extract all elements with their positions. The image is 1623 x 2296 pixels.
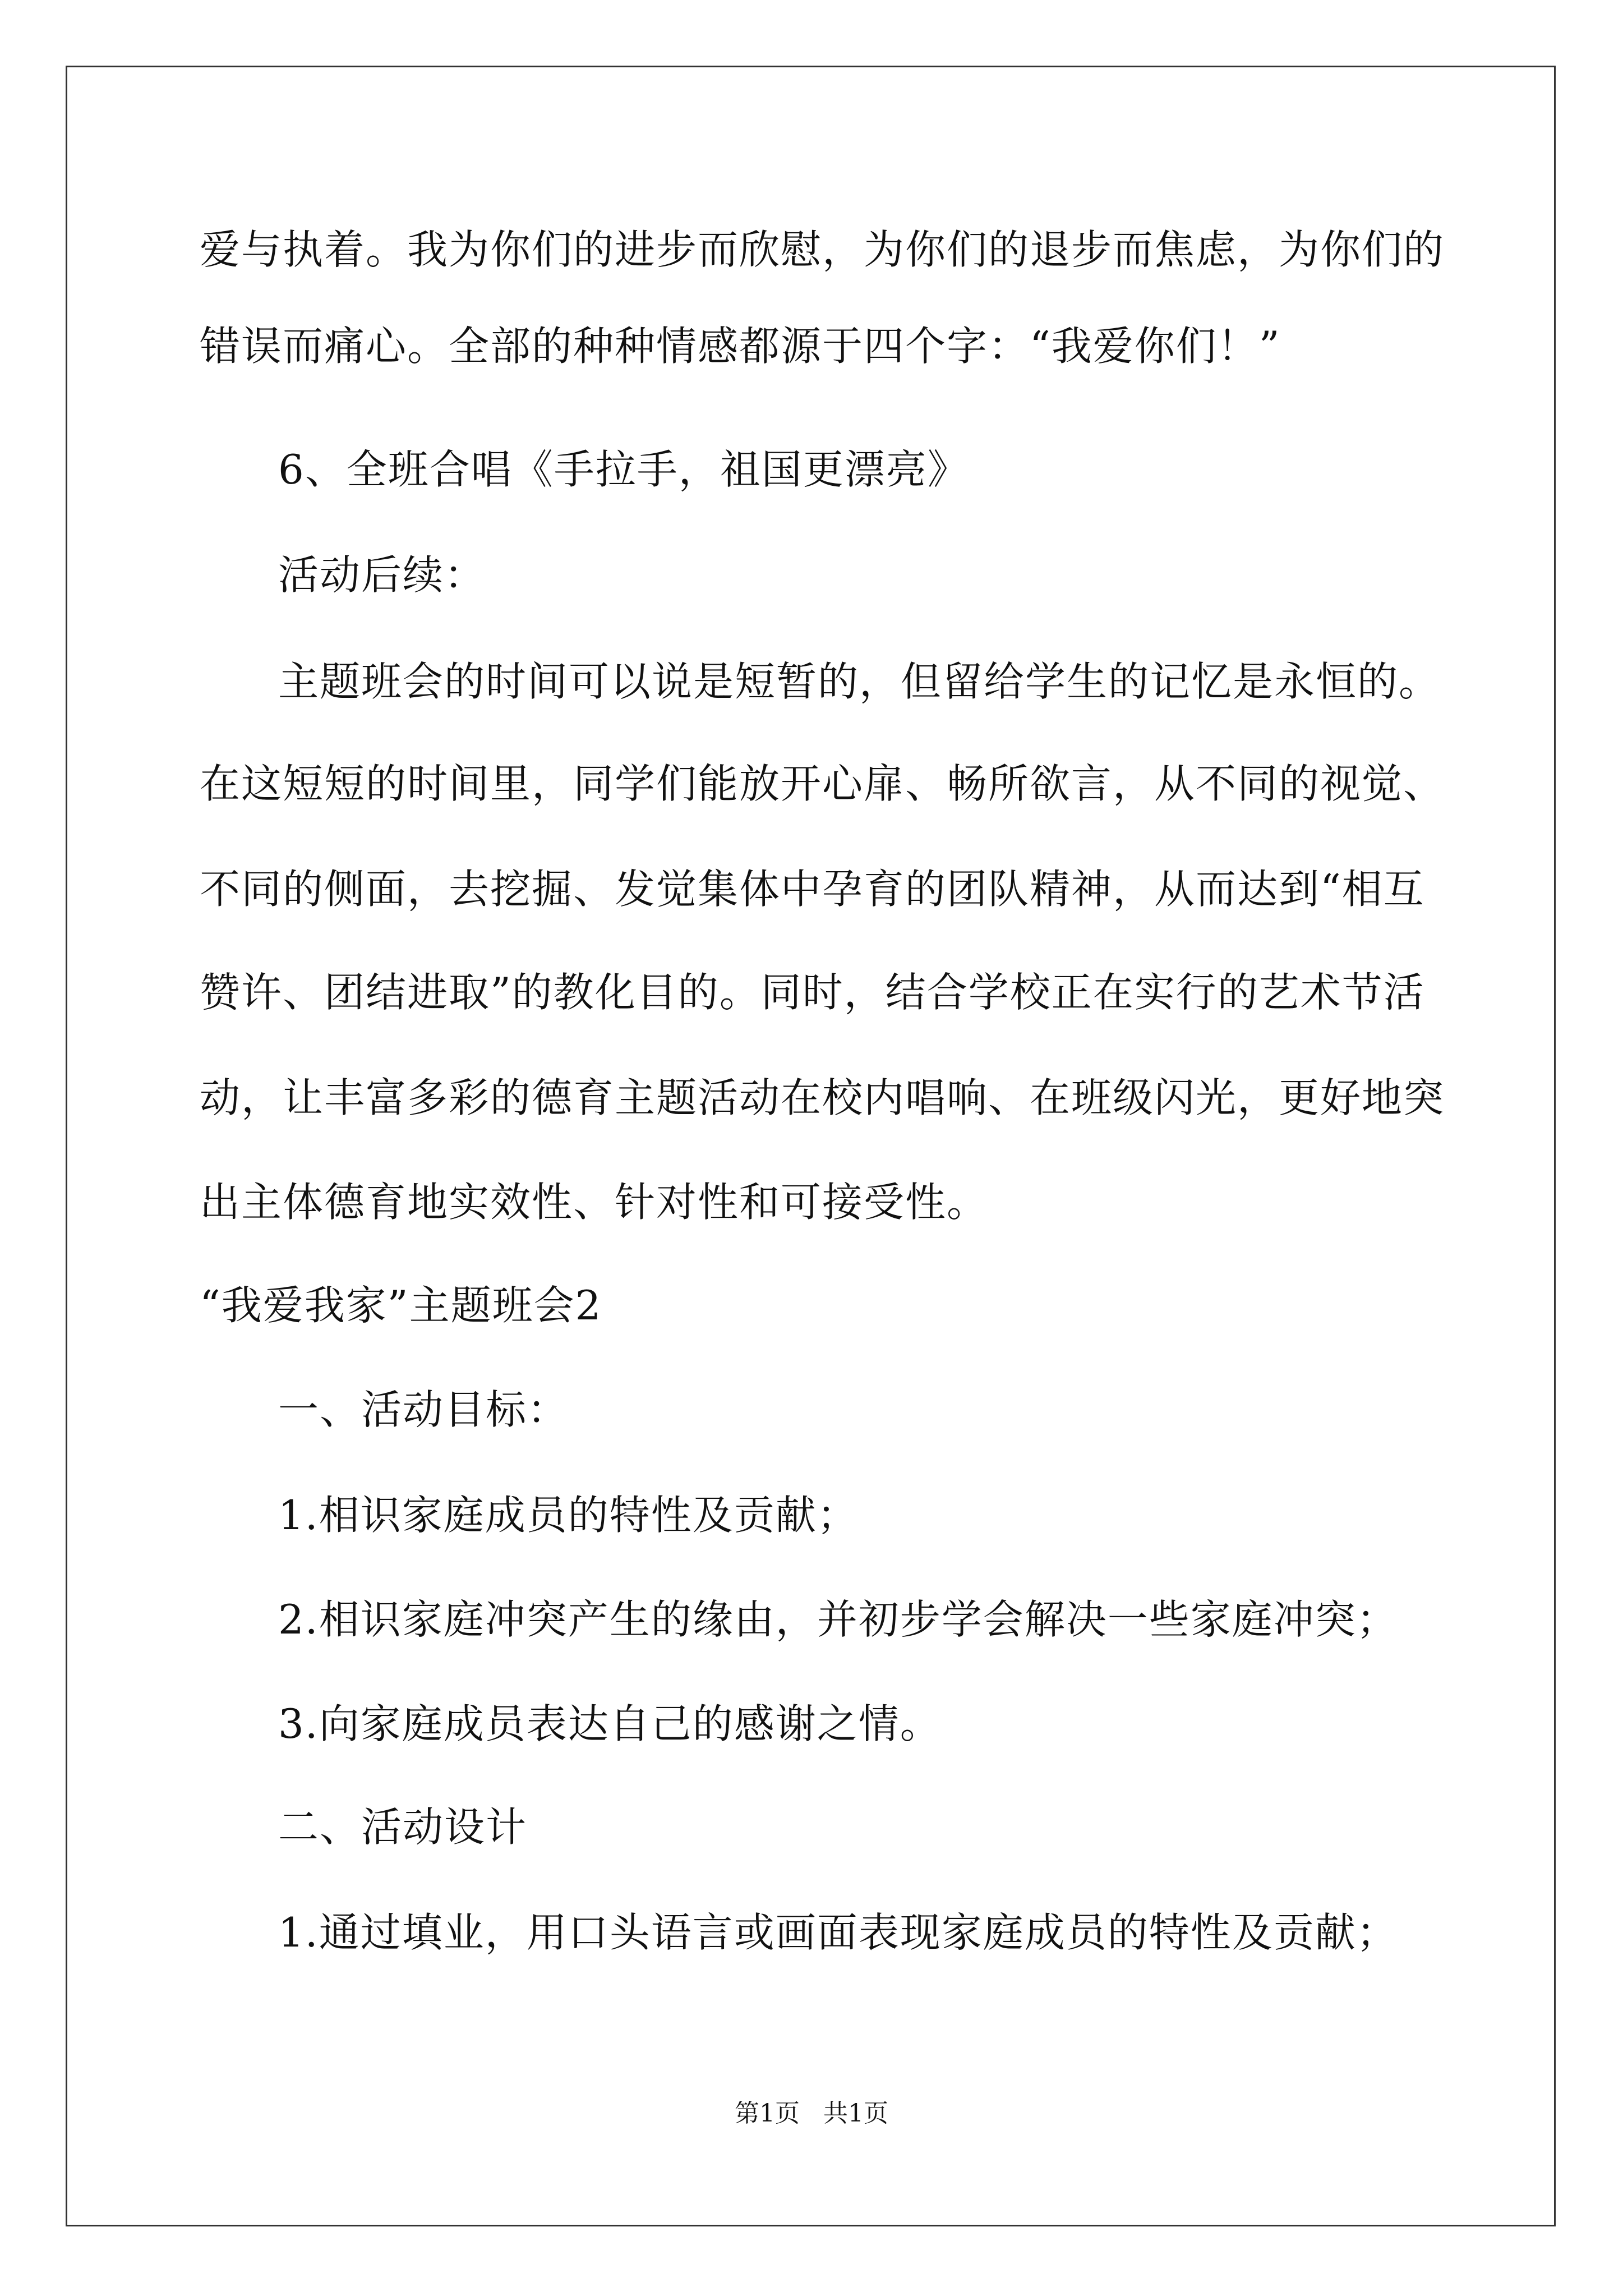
section-title: “我爱我家”主题班会2 [200, 1282, 602, 1329]
paragraph-line: 错误而痛心。全部的种种情感都源于四个字：“我爱你们！” [200, 323, 1281, 370]
page-footer: 第1页 共1页 [735, 2099, 888, 2128]
list-item: 3.向家庭成员表达自己的感谢之情。 [278, 1700, 942, 1747]
list-item: 6、全班合唱《手拉手，祖国更漂亮》 [278, 446, 969, 493]
page-border [66, 66, 1556, 2226]
section-heading: 一、活动目标： [278, 1386, 569, 1433]
section-heading: 二、活动设计 [278, 1803, 528, 1851]
paragraph-line: 出主体德育地实效性、针对性和可接受性。 [200, 1179, 989, 1226]
paragraph-line: 主题班会的时间可以说是短暂的，但留给学生的记忆是永恒的。 [278, 658, 1441, 705]
paragraph-line: 不同的侧面，去挖掘、发觉集体中孕育的团队精神，从而达到“相互 [200, 866, 1425, 913]
paragraph-line: 在这短短的时间里，同学们能放开心扉、畅所欲言，从不同的视觉、 [200, 760, 1445, 807]
section-heading: 活动后续： [278, 551, 486, 599]
paragraph-line: 赞许、团结进取”的教化目的。同时，结合学校正在实行的艺术节活 [200, 969, 1425, 1016]
list-item: 2.相识家庭冲突产生的缘由，并初步学会解决一些家庭冲突； [278, 1596, 1398, 1643]
list-item: 1.相识家庭成员的特性及贡献； [278, 1492, 859, 1539]
paragraph-line: 爱与执着。我为你们的进步而欣慰，为你们的退步而焦虑，为你们的 [200, 226, 1445, 273]
list-item: 1.通过填业，用口头语言或画面表现家庭成员的特性及贡献； [278, 1909, 1398, 1956]
paragraph-line: 动，让丰富多彩的德育主题活动在校内唱响、在班级闪光，更好地突 [200, 1074, 1445, 1121]
